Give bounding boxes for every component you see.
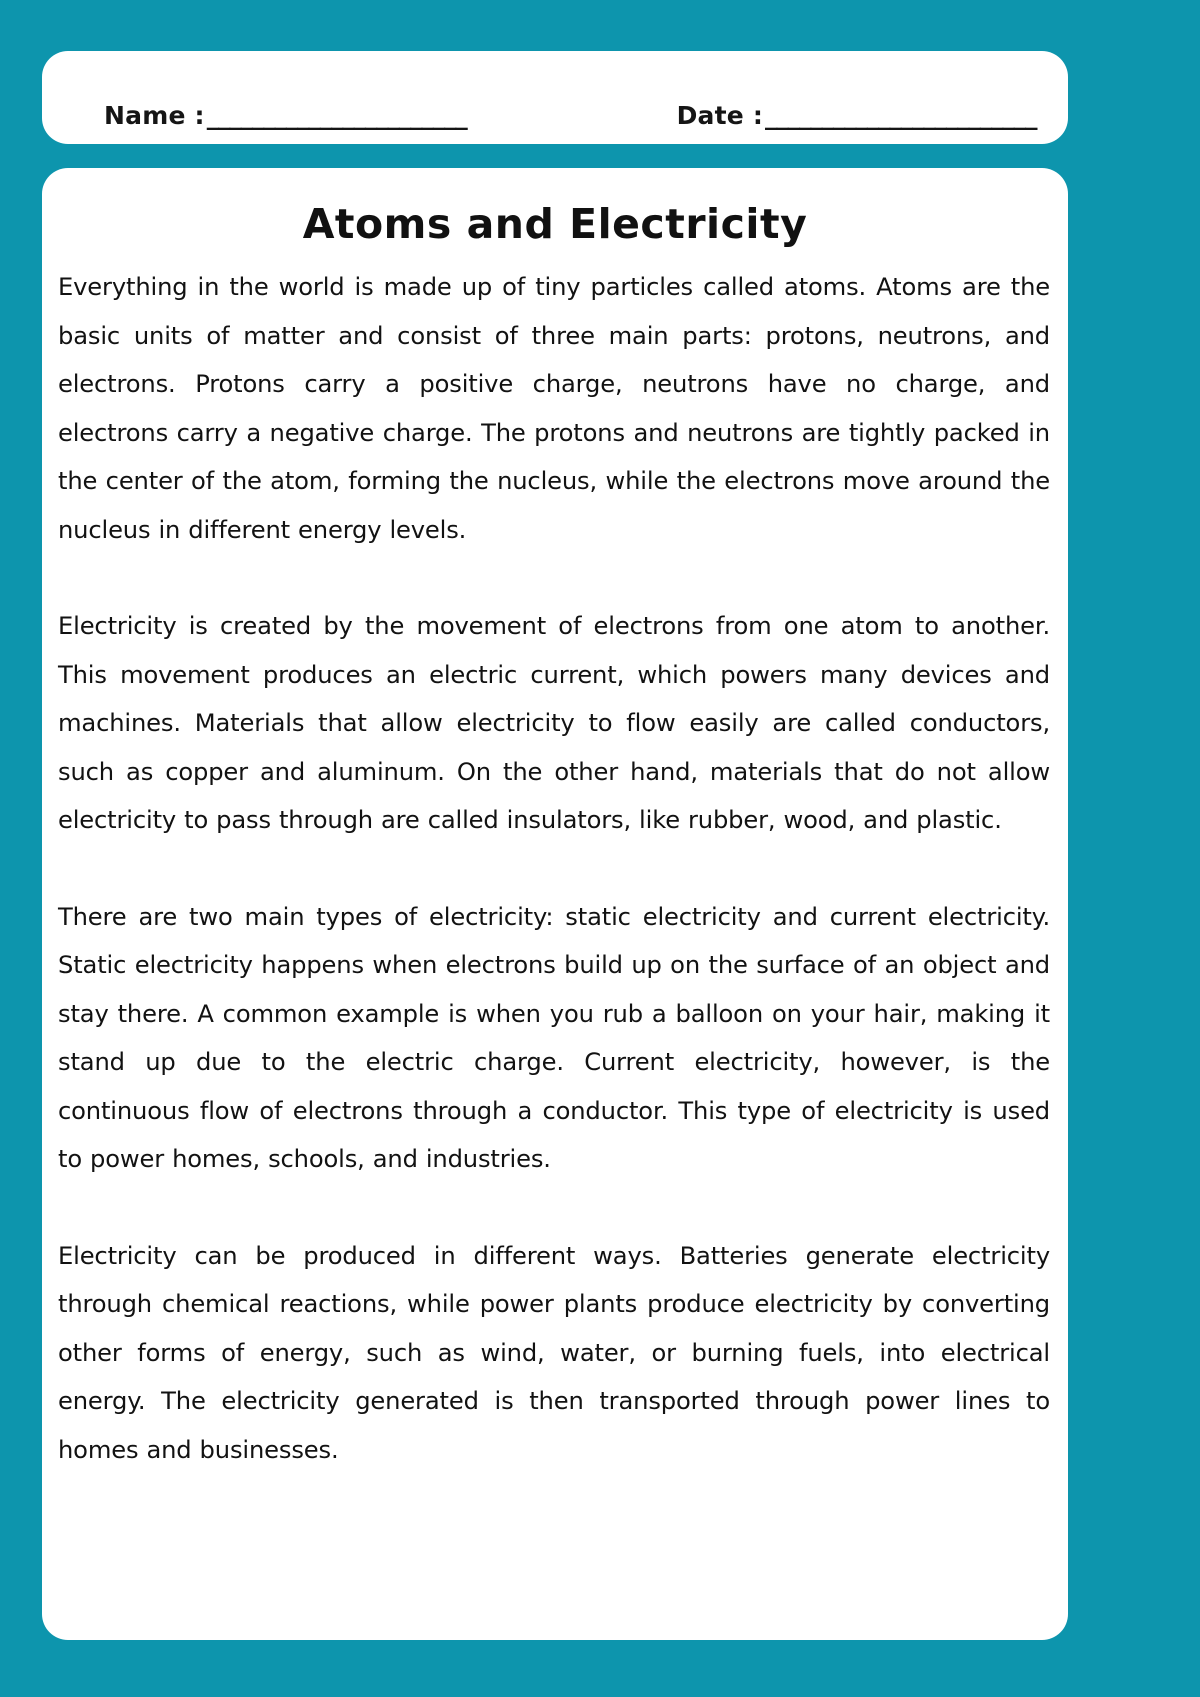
date-field[interactable]: [677, 101, 1037, 130]
date-write-line[interactable]: ________________________: [765, 101, 1037, 130]
name-write-line[interactable]: _______________________: [206, 101, 467, 130]
passage-paragraph: Electricity is created by the movement of electrons from one atom to another. This movement produces an electric current, which powers many devices and machines. Materials that allow electricity to flow easily are called conductors, such as copper and aluminum. On the other hand, materials that do not allow electricity to pass through are called insulators, like rubber, wood, and plastic.: [58, 612, 1050, 835]
student-info-card: [42, 51, 1068, 144]
name-field[interactable]: [104, 101, 467, 130]
passage-body: [52, 263, 1058, 1474]
date-label: Date :: [676, 101, 764, 130]
reading-passage-card: [42, 168, 1068, 1640]
page-title: Atoms and Electricity: [302, 200, 808, 248]
passage-paragraph: There are two main types of electricity: static electricity and current electricity. Static electricity happens when electrons build up on the surface of an object and stay there. A common example is when you rub a balloon on your hair, making it stand up due to the electric charge. Current electricity, however, is the continuous flow of electrons through a conductor. This type of electricity is used to power homes, schools, and industries.: [58, 902, 1050, 1174]
passage-paragraph: Everything in the world is made up of tiny particles called atoms. Atoms are the basic units of matter and consist of three main parts: protons, neutrons, and electrons. Protons carry a positive charge, neutrons have no charge, and electrons carry a negative charge. The protons and neutrons are tightly packed in the center of the atom, forming the nucleus, while the electrons move around the nucleus in different energy levels.: [58, 273, 1050, 544]
passage-paragraph: Electricity can be produced in different ways. Batteries generate electricity through chemical reactions, while power plants produce electricity by converting other forms of energy, such as wind, water, or burning fuels, into electrical energy. The electricity generated is then transported through power lines to homes and businesses.: [58, 1241, 1050, 1464]
name-label: Name :: [104, 101, 205, 130]
student-info-row: [42, 101, 1068, 130]
